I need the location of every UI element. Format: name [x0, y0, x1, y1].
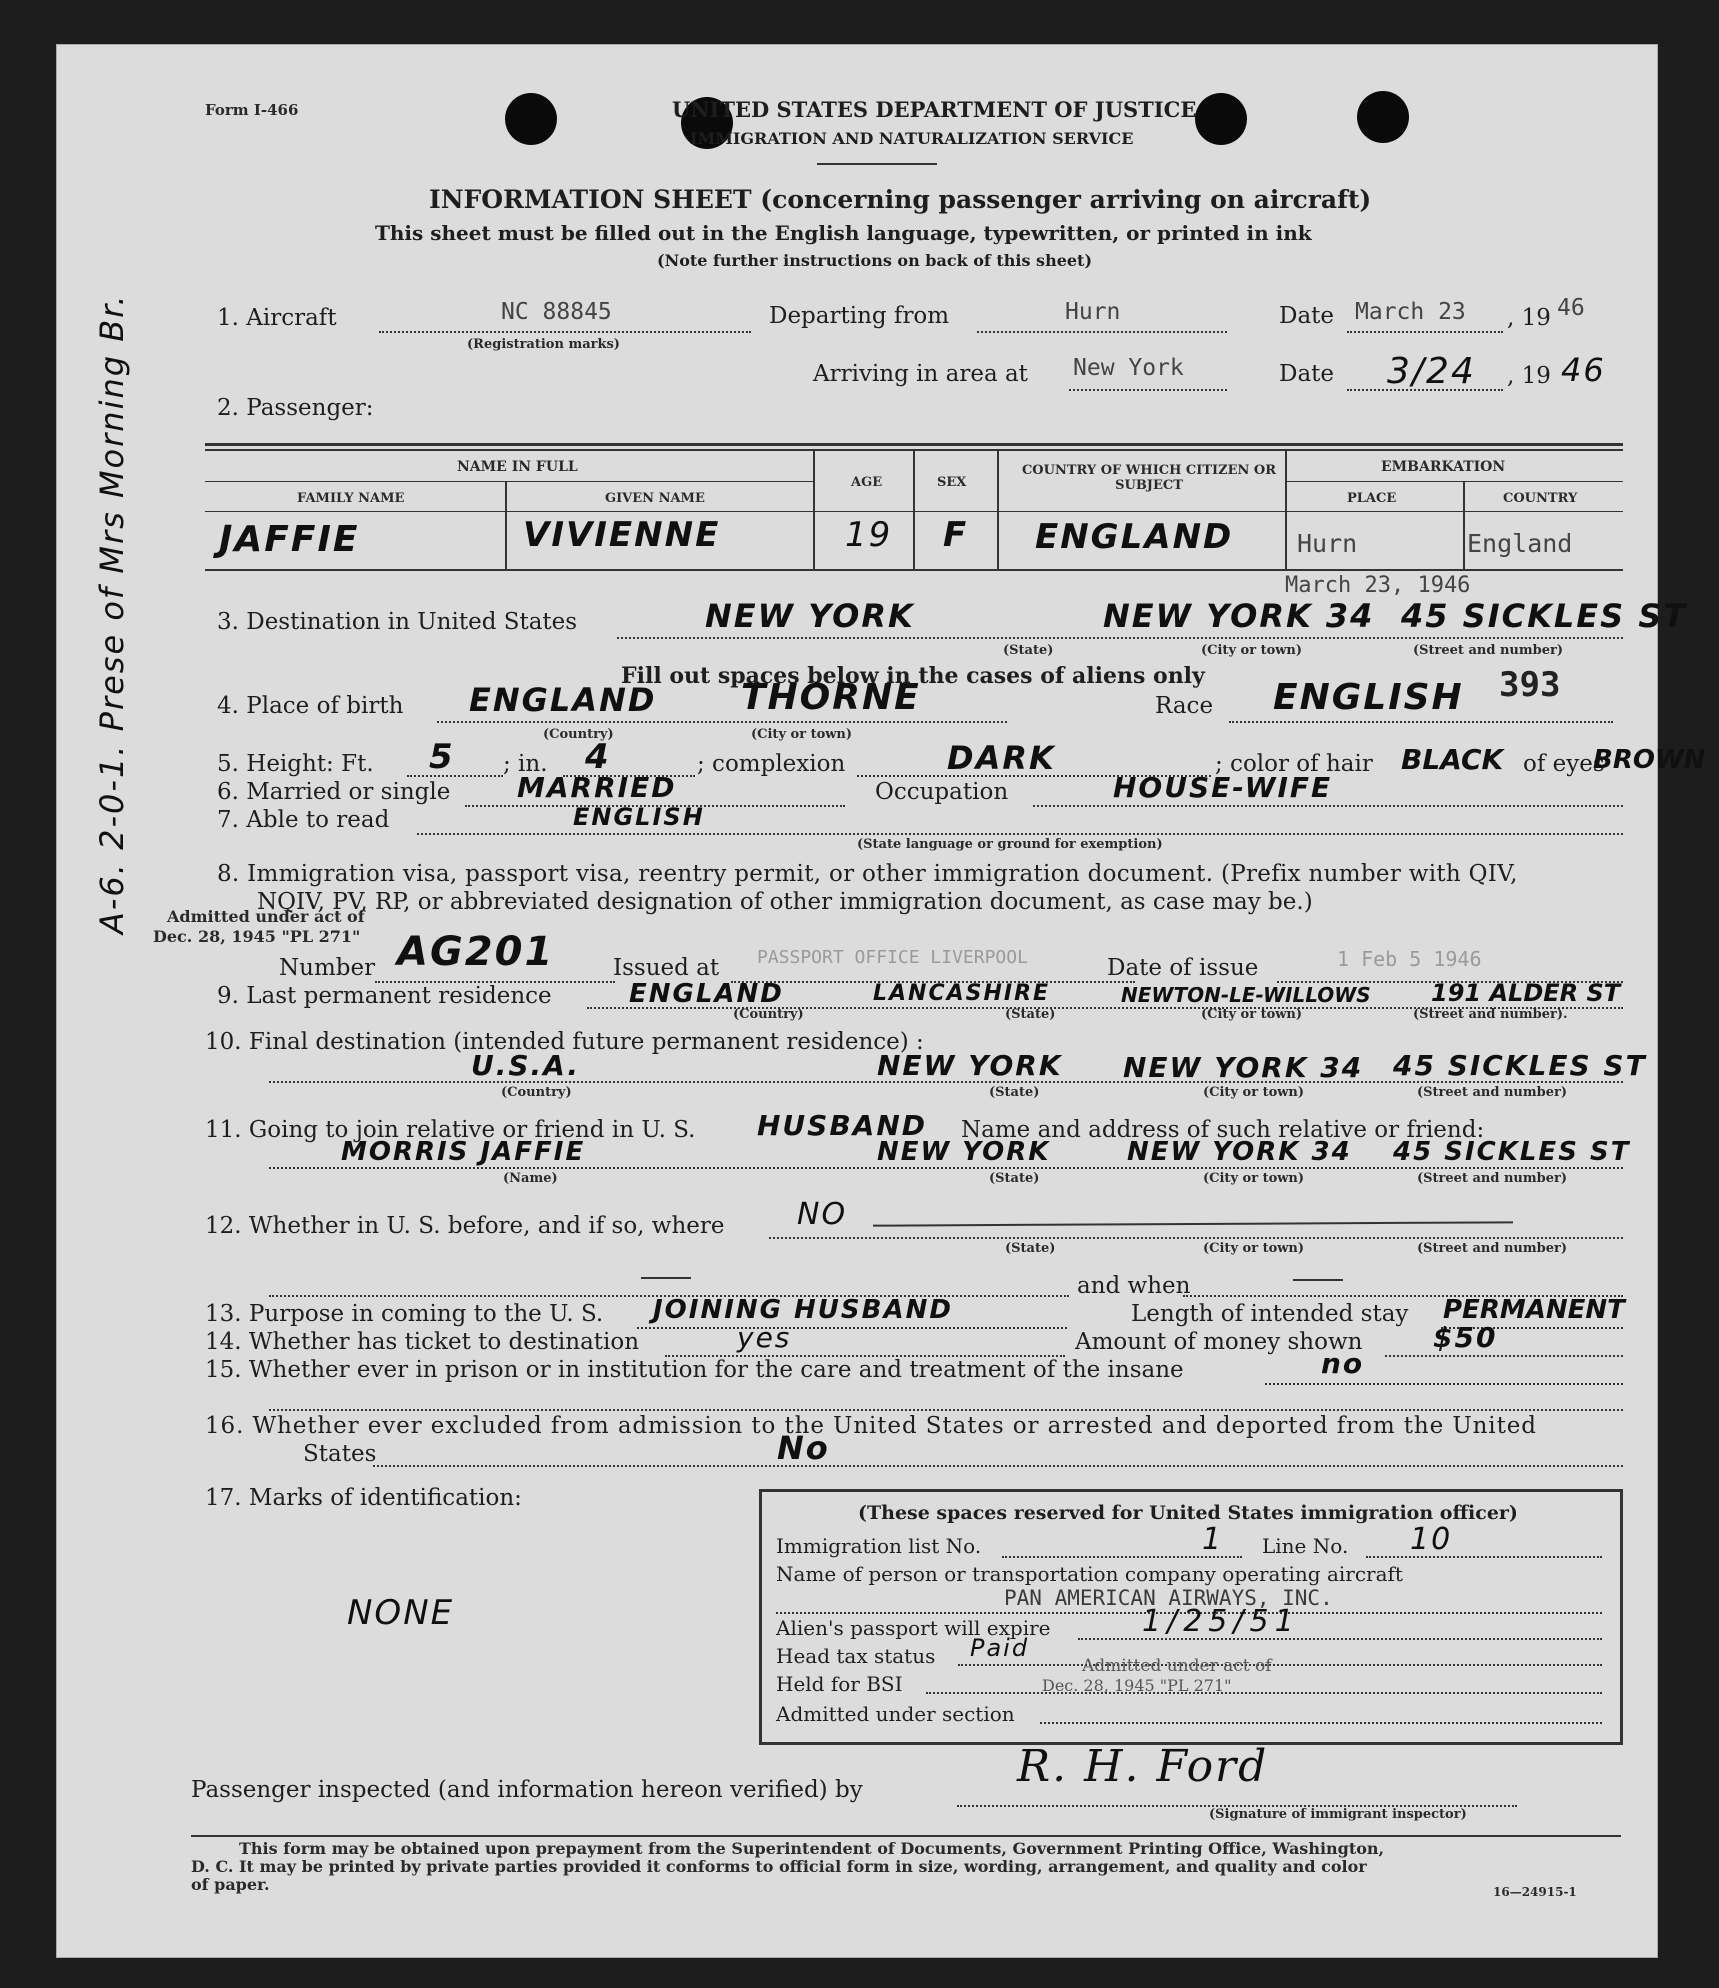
registration-caption: (Registration marks) — [467, 337, 620, 352]
money-label: Amount of money shown — [1075, 1329, 1363, 1355]
residence-city-field[interactable]: NEWTON-LE-WILLOWS — [1121, 983, 1371, 1007]
depart-year-field[interactable]: 46 — [1557, 295, 1585, 321]
ticket-label: 14. Whether has ticket to destination — [205, 1329, 640, 1355]
arrive-year-field[interactable]: 46 — [1561, 351, 1606, 389]
form-subtitle: This sheet must be filled out in the English language, typewritten, or printed in ink — [375, 221, 1312, 245]
header-sex: SEX — [937, 475, 967, 490]
married-field[interactable]: MARRIED — [517, 771, 677, 804]
state-caption: (State) — [1003, 643, 1054, 658]
arriving-field[interactable]: New York — [1073, 355, 1184, 381]
excluded-field[interactable]: No — [777, 1429, 830, 1467]
final-city-field[interactable]: NEW YORK 34 — [1123, 1051, 1364, 1084]
arriving-label: Arriving in area at — [813, 361, 1028, 387]
header-rule — [817, 163, 937, 165]
marks-label: 17. Marks of identification: — [205, 1485, 522, 1511]
prison-field[interactable]: no — [1321, 1347, 1365, 1380]
final-street-caption: (Street and number) — [1417, 1085, 1567, 1100]
birth-city-field[interactable]: THORNE — [741, 677, 921, 718]
aircraft-field[interactable]: NC 88845 — [501, 299, 612, 325]
inches-label: ; in. — [503, 751, 548, 777]
purpose-field[interactable]: JOINING HUSBAND — [653, 1295, 953, 1325]
punch-hole — [1357, 91, 1409, 143]
relative-state-caption: (State) — [989, 1171, 1040, 1186]
prison-label: 15. Whether ever in prison or in institution for the care and treatment of the insane — [205, 1357, 1184, 1383]
final-city-caption: (City or town) — [1203, 1085, 1305, 1100]
birth-city-caption: (City or town) — [751, 727, 853, 742]
depart-date-field[interactable]: March 23 — [1355, 299, 1466, 325]
purpose-label: 13. Purpose in coming to the U. S. — [205, 1301, 604, 1327]
date-issue-field[interactable]: 1 Feb 5 1946 — [1337, 947, 1482, 971]
race-field[interactable]: ENGLISH — [1273, 677, 1464, 718]
footer-text-2: D. C. It may be printed by private parties provided it conforms to official form in size, wording, arrangement, and quality and color — [191, 1857, 1367, 1876]
aircraft-label: 1. Aircraft — [217, 305, 337, 331]
race-label: Race — [1155, 693, 1214, 719]
relative-state-field[interactable]: NEW YORK — [877, 1137, 1051, 1167]
footer-text-1: This form may be obtained upon prepayment from the Superintendent of Documents, Government Printing Office, Washington, — [239, 1839, 1385, 1858]
header-emb-country: COUNTRY — [1503, 491, 1578, 506]
passport-label: Alien's passport will expire — [776, 1616, 1051, 1640]
inspection-label: Passenger inspected (and information hereon verified) by — [191, 1777, 863, 1803]
section-label: Admitted under section — [776, 1702, 1015, 1726]
hair-field[interactable]: BLACK — [1401, 743, 1504, 776]
margin-note: A-6. 2-0-1. Prese of Mrs Morning Br. — [93, 293, 131, 934]
city-caption: (City or town) — [1201, 643, 1303, 658]
tax-label: Head tax status — [776, 1644, 936, 1668]
department-name: UNITED STATES DEPARTMENT OF JUSTICE — [672, 97, 1197, 122]
us-before-street-caption: (Street and number) — [1417, 1241, 1567, 1256]
final-state-field[interactable]: NEW YORK — [877, 1049, 1063, 1082]
departing-field[interactable]: Hurn — [1065, 299, 1121, 325]
document-label-2: NQIV, PV, RP, or abbreviated designation of other immigration document, as case may be.) — [257, 889, 1313, 915]
excluded-label: 16. Whether ever excluded from admission to the United States or arrested and deported from the United — [205, 1413, 1537, 1439]
residence-country-field[interactable]: ENGLAND — [629, 979, 784, 1009]
complexion-label: ; complexion — [697, 751, 846, 777]
header-place: PLACE — [1347, 491, 1397, 506]
read-label: 7. Able to read — [217, 807, 390, 833]
eyes-field[interactable]: BROWN — [1593, 745, 1706, 775]
line-no-field[interactable]: 10 — [1410, 1522, 1453, 1557]
company-field[interactable]: PAN AMERICAN AIRWAYS, INC. — [1004, 1586, 1333, 1610]
stamp-date: March 23, 1946 — [1285, 573, 1471, 598]
sex-field[interactable]: F — [943, 515, 969, 555]
residence-city-caption: (City or town) — [1201, 1007, 1303, 1022]
passport-field[interactable]: 1/25/51 — [1142, 1604, 1300, 1639]
passenger-label: 2. Passenger: — [217, 395, 374, 421]
officer-box — [759, 1489, 1623, 1745]
citizen-field[interactable]: ENGLAND — [1035, 517, 1234, 557]
residence-state-caption: (State) — [1005, 1007, 1056, 1022]
destination-city-field[interactable]: NEW YORK 34 — [1103, 597, 1375, 635]
relative-city-field[interactable]: NEW YORK 34 — [1127, 1137, 1352, 1167]
height-label: 5. Height: Ft. — [217, 751, 374, 777]
depart-date-label: Date — [1279, 303, 1335, 329]
punch-hole — [505, 93, 557, 145]
married-label: 6. Married or single — [217, 779, 451, 805]
residence-street-field[interactable]: 191 ALDER ST — [1431, 979, 1621, 1007]
box-stamp-1: Admitted under act of — [1082, 1656, 1272, 1676]
eyes-label: of eyes — [1523, 751, 1605, 777]
money-field[interactable]: $50 — [1433, 1321, 1498, 1354]
arrive-date-field[interactable]: 3/24 — [1387, 351, 1476, 392]
final-street-field[interactable]: 45 SICKLES ST — [1393, 1049, 1647, 1082]
height-in-field[interactable]: 4 — [585, 737, 611, 777]
destination-state-field[interactable]: NEW YORK — [705, 597, 915, 635]
punch-hole — [1195, 93, 1247, 145]
admitted-stamp-2: Dec. 28, 1945 "PL 271" — [153, 927, 361, 946]
service-name: IMMIGRATION AND NATURALIZATION SERVICE — [690, 129, 1134, 148]
us-before-state-caption: (State) — [1005, 1241, 1056, 1256]
occupation-label: Occupation — [875, 779, 1009, 805]
document-number-field[interactable]: AG201 — [397, 929, 555, 975]
list-no-field[interactable]: 1 — [1202, 1522, 1224, 1557]
document-label: 8. Immigration visa, passport visa, reentry permit, or other immigration document. (Prefix number with QIV, — [217, 861, 1518, 887]
marks-field[interactable]: NONE — [347, 1593, 455, 1633]
footer-code: 16—24915-1 — [1493, 1885, 1577, 1899]
read-caption: (State language or ground for exemption) — [857, 837, 1163, 852]
race-code: 393 — [1499, 665, 1561, 705]
destination-label: 3. Destination in United States — [217, 609, 578, 635]
residence-state-field[interactable]: LANCASHIRE — [873, 981, 1051, 1006]
destination-street-field[interactable]: 45 SICKLES ST — [1401, 597, 1688, 635]
relative-name-field[interactable]: MORRIS JAFFIE — [341, 1137, 586, 1167]
form-note: (Note further instructions on back of this sheet) — [657, 251, 1093, 270]
when-label: and when — [1077, 1273, 1191, 1299]
issued-at-field[interactable]: PASSPORT OFFICE LIVERPOOL — [757, 947, 1028, 968]
given-name-field[interactable]: VIVIENNE — [523, 515, 721, 555]
join-label-2: Name and address of such relative or friend: — [961, 1117, 1485, 1143]
officer-box-heading: (These spaces reserved for United States immigration officer) — [858, 1502, 1518, 1524]
relative-street-caption: (Street and number) — [1417, 1171, 1567, 1186]
ticket-field[interactable]: yes — [737, 1321, 792, 1354]
final-destination-label: 10. Final destination (intended future permanent residence) : — [205, 1029, 924, 1055]
final-country-caption: (Country) — [501, 1085, 572, 1100]
us-before-label: 12. Whether in U. S. before, and if so, where — [205, 1213, 725, 1239]
form-title: INFORMATION SHEET (concerning passenger arriving on aircraft) — [429, 185, 1372, 214]
header-family-name: FAMILY NAME — [297, 491, 405, 506]
date-issue-label: Date of issue — [1107, 955, 1259, 981]
tax-field[interactable]: Paid — [970, 1634, 1030, 1662]
residence-country-caption: (Country) — [733, 1007, 804, 1022]
header-embarkation: EMBARKATION — [1381, 459, 1506, 475]
aliens-heading: Fill out spaces below in the cases of aliens only — [621, 663, 1205, 689]
form-number: Form I-466 — [205, 101, 299, 119]
relation-field[interactable]: HUSBAND — [757, 1109, 928, 1142]
emb-country-field[interactable]: England — [1467, 529, 1573, 558]
birth-label: 4. Place of birth — [217, 693, 404, 719]
relative-name-caption: (Name) — [503, 1171, 558, 1186]
residence-street-caption: (Street and number). — [1413, 1007, 1568, 1022]
complexion-field[interactable]: DARK — [947, 739, 1056, 777]
number-label: Number — [279, 955, 376, 981]
birth-country-field[interactable]: ENGLAND — [469, 681, 657, 719]
excluded-label-2: States — [303, 1441, 377, 1467]
age-field[interactable]: 19 — [845, 515, 893, 555]
header-country: COUNTRY OF WHICH CITIZEN OR SUBJECT — [1021, 463, 1277, 493]
departing-label: Departing from — [769, 303, 950, 329]
family-name-field[interactable]: JAFFIE — [219, 519, 360, 560]
header-given-name: GIVEN NAME — [605, 491, 705, 506]
relative-street-field[interactable]: 45 SICKLES ST — [1393, 1137, 1631, 1167]
header-name-in-full: NAME IN FULL — [457, 459, 578, 475]
list-no-label: Immigration list No. — [776, 1534, 982, 1558]
street-caption: (Street and number) — [1413, 643, 1563, 658]
relative-city-caption: (City or town) — [1203, 1171, 1305, 1186]
inspector-signature: R. H. Ford — [1017, 1741, 1269, 1792]
occupation-field[interactable]: HOUSE-WIFE — [1113, 771, 1333, 804]
join-label: 11. Going to join relative or friend in U. S. — [205, 1117, 696, 1143]
final-state-caption: (State) — [989, 1085, 1040, 1100]
hair-label: ; color of hair — [1215, 751, 1373, 777]
stay-field[interactable]: PERMANENT — [1443, 1295, 1625, 1325]
year-prefix-2: , 19 — [1507, 363, 1551, 389]
emb-place-field[interactable]: Hurn — [1297, 529, 1358, 558]
issued-label: Issued at — [613, 955, 720, 981]
birth-country-caption: (Country) — [543, 727, 614, 742]
bsi-label: Held for BSI — [776, 1672, 903, 1696]
year-prefix: , 19 — [1507, 305, 1551, 331]
footer-text-3: of paper. — [191, 1875, 270, 1894]
form-sheet — [56, 44, 1706, 1958]
arrive-date-label: Date — [1279, 361, 1335, 387]
line-no-label: Line No. — [1262, 1534, 1349, 1558]
header-age: AGE — [851, 475, 883, 490]
residence-label: 9. Last permanent residence — [217, 983, 552, 1009]
height-ft-field[interactable]: 5 — [429, 737, 455, 777]
read-field[interactable]: ENGLISH — [573, 803, 705, 831]
signature-caption: (Signature of immigrant inspector) — [1209, 1807, 1467, 1822]
stay-label: Length of intended stay — [1131, 1301, 1409, 1327]
company-label: Name of person or transportation company operating aircraft — [776, 1562, 1403, 1586]
us-before-city-caption: (City or town) — [1203, 1241, 1305, 1256]
us-before-field[interactable]: NO — [797, 1197, 848, 1232]
admitted-stamp-1: Admitted under act of — [167, 907, 365, 926]
box-stamp-2: Dec. 28, 1945 "PL 271" — [1042, 1676, 1232, 1695]
final-country-field[interactable]: U.S.A. — [471, 1049, 581, 1082]
